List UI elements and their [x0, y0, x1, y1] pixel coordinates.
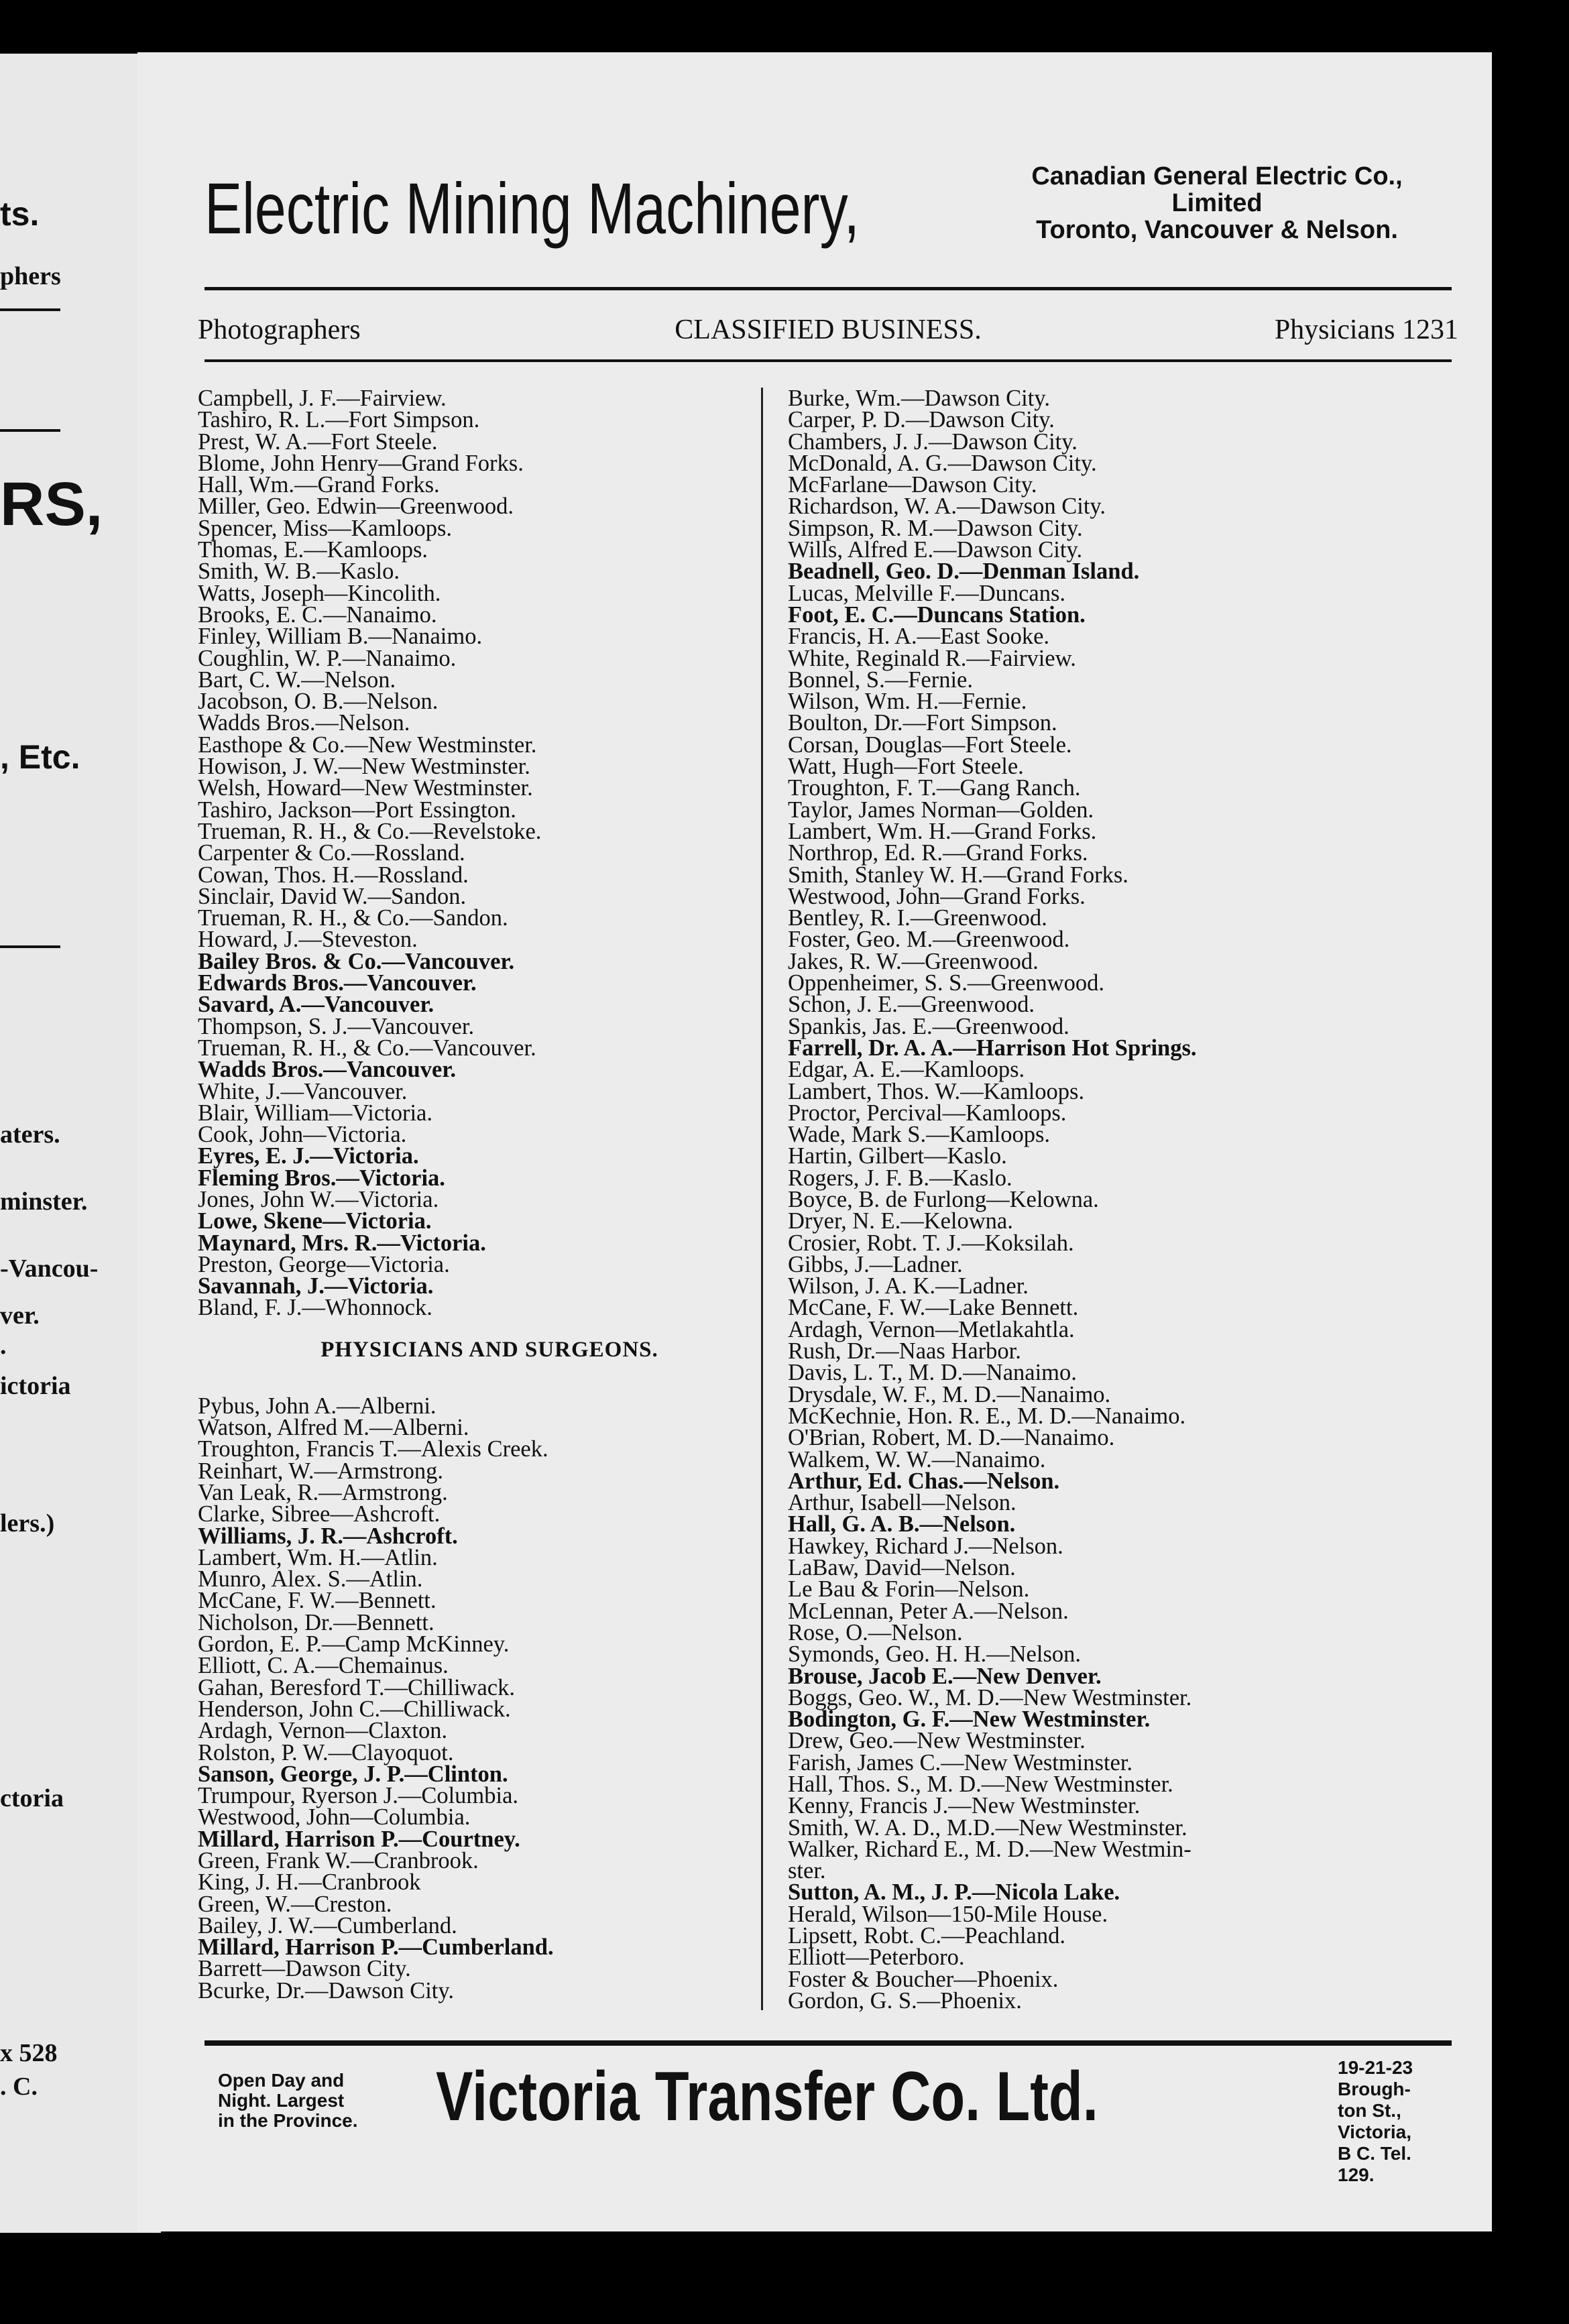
directory-entry: Jacobson, O. B.—Nelson.	[198, 689, 439, 715]
left-fragment: aters.	[0, 1120, 60, 1149]
directory-entry: Herald, Wilson—150-Mile House.	[788, 1901, 1108, 1927]
directory-entry: Elliott—Peterboro.	[788, 1944, 965, 1971]
directory-entry: Fleming Bros.—Victoria.	[198, 1165, 445, 1191]
bottom-advertisement	[205, 2040, 1452, 2185]
directory-entry: Van Leak, R.—Armstrong.	[198, 1479, 448, 1505]
directory-entry: Edgar, A. E.—Kamloops.	[788, 1057, 1025, 1083]
ad-tagline-line: in the Province.	[218, 2110, 358, 2131]
ad-company-line: Canadian General Electric Co.,	[1031, 162, 1403, 190]
directory-entry: Coughlin, W. P.—Nanaimo.	[198, 645, 457, 671]
directory-entry: Bart, C. W.—Nelson.	[198, 666, 396, 693]
directory-entry: McCane, F. W.—Lake Bennett.	[788, 1295, 1079, 1321]
directory-entry: Symonds, Geo. H. H.—Nelson.	[788, 1641, 1081, 1668]
directory-entry: Sutton, A. M., J. P.—Nicola Lake.	[788, 1879, 1120, 1906]
ad-headline: Electric Mining Machinery,	[205, 168, 860, 249]
directory-entry: Trueman, R. H., & Co.—Sandon.	[198, 905, 508, 931]
directory-entry: Beadnell, Geo. D.—Denman Island.	[788, 559, 1140, 585]
ad-address-line: ton St., Victoria,	[1338, 2100, 1411, 2142]
directory-entry: Davis, L. T., M. D.—Nanaimo.	[788, 1360, 1077, 1386]
directory-entry: Blome, John Henry—Grand Forks.	[198, 450, 524, 476]
ad-headline: Victoria Transfer Co. Ltd.	[436, 2058, 1098, 2136]
ad-address	[1338, 2057, 1452, 2186]
directory-entry: Miller, Geo. Edwin—Greenwood.	[198, 493, 514, 520]
directory-entry: Kenny, Francis J.—New Westminster.	[788, 1793, 1141, 1819]
left-fragment: ictoria	[0, 1372, 71, 1400]
directory-entry: Hawkey, Richard J.—Nelson.	[788, 1533, 1063, 1559]
directory-entry: Farish, James C.—New Westminster.	[788, 1749, 1133, 1776]
directory-entry: Easthope & Co.—New Westminster.	[198, 732, 537, 758]
left-rule	[0, 429, 60, 432]
left-fragment: RS,	[0, 470, 103, 538]
left-fragment: .	[0, 1332, 7, 1360]
directory-entry: Foot, E. C.—Duncans Station.	[788, 601, 1086, 628]
physicians-list-right	[788, 388, 1465, 2012]
directory-entry: Hall, Thos. S., M. D.—New Westminster.	[788, 1771, 1173, 1797]
column-divider	[761, 388, 763, 2010]
ad-company-line: Limited	[1171, 189, 1263, 217]
directory-entry: King, J. H.—Cranbrook	[198, 1869, 421, 1896]
directory-entry: Proctor, Percival—Kamloops.	[788, 1100, 1067, 1126]
directory-entry: Lowe, Skene—Victoria.	[198, 1208, 432, 1234]
directory-entry: Rose, O.—Nelson.	[788, 1619, 963, 1645]
running-head-left: Photographers	[198, 314, 361, 345]
left-fragment: -Vancou-	[0, 1255, 99, 1283]
directory-entry: Gordon, E. P.—Camp McKinney.	[198, 1631, 510, 1658]
ad-company-line: Toronto, Vancouver & Nelson.	[1036, 216, 1398, 244]
directory-entry: Hartin, Gilbert—Kaslo.	[788, 1143, 1007, 1169]
top-rule	[205, 287, 1452, 290]
directory-entry: Westwood, John—Columbia.	[198, 1804, 471, 1831]
directory-entry: White, J.—Vancouver.	[198, 1078, 408, 1104]
directory-entry: Lambert, Wm. H.—Grand Forks.	[788, 818, 1097, 844]
directory-entry: Westwood, John—Grand Forks.	[788, 883, 1086, 909]
directory-page	[137, 52, 1492, 2231]
directory-entry: Trumpour, Ryerson J.—Columbia.	[198, 1783, 519, 1809]
ad-tagline-line: Open Day and	[218, 2070, 345, 2091]
directory-entry: McFarlane—Dawson City.	[788, 472, 1037, 498]
directory-entry: Edwards Bros.—Vancouver.	[198, 970, 477, 996]
directory-entry: Savard, A.—Vancouver.	[198, 992, 434, 1018]
directory-entry: Corsan, Douglas—Fort Steele.	[788, 732, 1072, 758]
directory-entry: Williams, J. R.—Ashcroft.	[198, 1523, 458, 1549]
ad-company	[982, 163, 1452, 243]
directory-entry: Green, Frank W.—Cranbrook.	[198, 1848, 479, 1873]
directory-entry: Wadds Bros.—Nelson.	[198, 710, 410, 736]
left-fragment: x 528	[0, 2039, 58, 2067]
directory-entry: Maynard, Mrs. R.—Victoria.	[198, 1230, 486, 1256]
directory-entry: Drysdale, W. F., M. D.—Nanaimo.	[788, 1381, 1111, 1407]
directory-entry: Watt, Hugh—Fort Steele.	[788, 754, 1024, 780]
directory-entry: Foster & Boucher—Phoenix.	[788, 1966, 1059, 1992]
directory-entry: Foster, Geo. M.—Greenwood.	[788, 927, 1070, 953]
directory-entry: Sanson, George, J. P.—Clinton.	[198, 1761, 508, 1787]
directory-entry: Crosier, Robt. T. J.—Koksilah.	[788, 1230, 1074, 1256]
directory-entry: McCane, F. W.—Bennett.	[198, 1588, 437, 1614]
directory-entry: Bodington, G. F.—New Westminster.	[788, 1706, 1151, 1733]
directory-entry: Finley, William B.—Nanaimo.	[198, 624, 483, 650]
running-head-center: CLASSIFIED BUSINESS.	[675, 314, 982, 345]
directory-entry: McLennan, Peter A.—Nelson.	[788, 1598, 1069, 1624]
directory-entry: Bailey, J. W.—Cumberland.	[198, 1912, 457, 1938]
right-column	[788, 388, 1465, 2012]
directory-entry: Jakes, R. W.—Greenwood.	[788, 948, 1039, 974]
directory-entry: Le Bau & Forin—Nelson.	[788, 1576, 1030, 1603]
directory-entry: Boulton, Dr.—Fort Simpson.	[788, 710, 1057, 736]
directory-entry: Howard, J.—Steveston.	[198, 927, 418, 953]
left-rule	[0, 308, 60, 311]
directory-entry: White, Reginald R.—Fairview.	[788, 645, 1076, 671]
directory-entry: Smith, W. B.—Kaslo.	[198, 559, 400, 585]
directory-entry: Ardagh, Vernon—Metlakahtla.	[788, 1316, 1075, 1342]
directory-entry: Schon, J. E.—Greenwood.	[788, 992, 1035, 1018]
directory-entry: Arthur, Isabell—Nelson.	[788, 1490, 1016, 1516]
directory-entry: Ardagh, Vernon—Claxton.	[198, 1718, 448, 1744]
directory-entry: Clarke, Sibree—Ashcroft.	[198, 1501, 441, 1527]
running-head-right: Physicians 1231	[1274, 314, 1458, 345]
directory-entry: Elliott, C. A.—Chemainus.	[198, 1653, 449, 1679]
directory-entry: Gordon, G. S.—Phoenix.	[788, 1987, 1022, 2014]
directory-entry: Sinclair, David W.—Sandon.	[198, 883, 467, 909]
directory-entry: Blair, William—Victoria.	[198, 1100, 432, 1126]
head-rule	[205, 359, 1452, 362]
directory-entry: Thompson, S. J.—Vancouver.	[198, 1013, 475, 1039]
directory-entry: O'Brian, Robert, M. D.—Nanaimo.	[788, 1425, 1115, 1451]
directory-entry: Wadds Bros.—Vancouver.	[198, 1057, 457, 1083]
directory-entry: Troughton, F. T.—Gang Ranch.	[788, 775, 1081, 801]
ad-address-line: 19-21-23 Brough-	[1338, 2057, 1413, 2099]
directory-entry: Howison, J. W.—New Westminster.	[198, 754, 530, 780]
directory-entry: Northrop, Ed. R.—Grand Forks.	[788, 840, 1088, 866]
directory-entry: LaBaw, David—Nelson.	[788, 1555, 1016, 1581]
directory-entry: Rogers, J. F. B.—Kaslo.	[788, 1165, 1012, 1191]
directory-entry: Wills, Alfred E.—Dawson City.	[788, 537, 1083, 563]
left-fragment: , Etc.	[0, 738, 80, 776]
directory-entry: Lipsett, Robt. C.—Peachland.	[788, 1923, 1065, 1949]
directory-entry: Cowan, Thos. H.—Rossland.	[198, 862, 469, 888]
directory-entry: Lambert, Thos. W.—Kamloops.	[788, 1078, 1085, 1104]
directory-entry: Wade, Mark S.—Kamloops.	[788, 1122, 1051, 1148]
directory-entry: Spankis, Jas. E.—Greenwood.	[788, 1013, 1069, 1039]
directory-entry: Burke, Wm.—Dawson City.	[788, 386, 1050, 411]
directory-entry: Richardson, W. A.—Dawson City.	[788, 493, 1106, 520]
directory-entry: Preston, George—Victoria.	[198, 1251, 450, 1277]
directory-entry: Carpenter & Co.—Rossland.	[198, 840, 465, 866]
directory-entry: Bonnel, S.—Fernie.	[788, 666, 973, 693]
directory-entry: Dryer, N. E.—Kelowna.	[788, 1208, 1013, 1234]
directory-entry: ster.	[788, 1858, 826, 1884]
ad-address-line: B C. Tel. 129.	[1338, 2143, 1411, 2185]
left-fragment: . C.	[0, 2073, 38, 2101]
directory-entry: Watts, Joseph—Kincolith.	[198, 580, 441, 606]
top-advertisement	[205, 153, 1452, 294]
directory-entry: Pybus, John A.—Alberni.	[198, 1393, 437, 1419]
directory-entry: Millard, Harrison P.—Cumberland.	[198, 1934, 554, 1961]
directory-entry: Chambers, J. J.—Dawson City.	[788, 428, 1078, 455]
ad-tagline-line: Night. Largest	[218, 2090, 345, 2111]
directory-entry: Carper, P. D.—Dawson City.	[788, 407, 1055, 433]
directory-entry: Thomas, E.—Kamloops.	[198, 537, 428, 563]
directory-entry: Brouse, Jacob E.—New Denver.	[788, 1663, 1102, 1689]
directory-entry: Prest, W. A.—Fort Steele.	[198, 428, 438, 455]
directory-entry: Nicholson, Dr.—Bennett.	[198, 1609, 434, 1635]
directory-entry: Wilson, Wm. H.—Fernie.	[788, 689, 1027, 715]
directory-entry: Trueman, R. H., & Co.—Revelstoke.	[198, 818, 542, 844]
left-fragment: minster.	[0, 1187, 88, 1216]
left-fragment: lers.)	[0, 1509, 55, 1537]
directory-entry: Green, W.—Creston.	[198, 1891, 392, 1917]
directory-entry: Tashiro, R. L.—Fort Simpson.	[198, 407, 480, 433]
directory-entry: Reinhart, W.—Armstrong.	[198, 1458, 444, 1484]
left-fragment: ts.	[0, 195, 40, 233]
directory-entry: Boyce, B. de Furlong—Kelowna.	[788, 1186, 1099, 1212]
directory-entry: Walkem, W. W.—Nanaimo.	[788, 1446, 1046, 1472]
directory-entry: Savannah, J.—Victoria.	[198, 1273, 434, 1299]
directory-entry: Bailey Bros. & Co.—Vancouver.	[198, 948, 515, 974]
directory-entry: Millard, Harrison P.—Courtney.	[198, 1826, 520, 1852]
directory-entry: Walker, Richard E., M. D.—New Westmin-	[788, 1836, 1192, 1862]
directory-entry: Oppenheimer, S. S.—Greenwood.	[788, 970, 1104, 996]
directory-entry: Rolston, P. W.—Clayoquot.	[198, 1739, 454, 1765]
directory-entry: Hall, G. A. B.—Nelson.	[788, 1511, 1016, 1537]
physicians-list-left	[198, 1395, 781, 2001]
directory-entry: Watson, Alfred M.—Alberni.	[198, 1415, 469, 1441]
ad-tagline	[218, 2071, 419, 2131]
directory-entry: Simpson, R. M.—Dawson City.	[788, 515, 1083, 541]
directory-entry: Rush, Dr.—Naas Harbor.	[788, 1338, 1021, 1364]
directory-entry: Troughton, Francis T.—Alexis Creek.	[198, 1436, 548, 1462]
directory-entry: Bland, F. J.—Whonnock.	[198, 1295, 432, 1321]
left-rule	[0, 945, 60, 948]
directory-entry: McDonald, A. G.—Dawson City.	[788, 450, 1097, 476]
left-column	[198, 388, 781, 2001]
directory-entry: Hall, Wm.—Grand Forks.	[198, 472, 440, 498]
directory-entry: Spencer, Miss—Kamloops.	[198, 515, 453, 541]
directory-entry: McKechnie, Hon. R. E., M. D.—Nanaimo.	[788, 1403, 1186, 1429]
directory-entry: Gibbs, J.—Ladner.	[788, 1251, 963, 1277]
directory-entry: Trueman, R. H., & Co.—Vancouver.	[198, 1035, 536, 1061]
directory-entry: Lambert, Wm. H.—Atlin.	[198, 1544, 438, 1570]
directory-entry: Smith, W. A. D., M.D.—New Westminster.	[788, 1814, 1187, 1841]
directory-entry: Drew, Geo.—New Westminster.	[788, 1728, 1086, 1754]
directory-entry: Boggs, Geo. W., M. D.—New Westminster.	[788, 1684, 1192, 1710]
directory-entry: Wilson, J. A. K.—Ladner.	[788, 1273, 1029, 1299]
directory-entry: Farrell, Dr. A. A.—Harrison Hot Springs.	[788, 1035, 1197, 1061]
directory-entry: Eyres, E. J.—Victoria.	[198, 1143, 419, 1169]
directory-entry: Smith, Stanley W. H.—Grand Forks.	[788, 862, 1128, 888]
directory-entry: Bentley, R. I.—Greenwood.	[788, 905, 1047, 931]
photographers-list	[198, 388, 781, 1319]
directory-entry: Jones, John W.—Victoria.	[198, 1186, 439, 1212]
left-fragment: ctoria	[0, 1784, 64, 1812]
directory-entry: Gahan, Beresford T.—Chilliwack.	[198, 1674, 515, 1700]
directory-entry: Barrett—Dawson City.	[198, 1956, 411, 1982]
left-fragment: ver.	[0, 1301, 40, 1330]
directory-entry: Welsh, Howard—New Westminster.	[198, 775, 533, 801]
directory-entry: Brooks, E. C.—Nanaimo.	[198, 601, 437, 628]
bottom-rule	[205, 2040, 1452, 2046]
directory-entry: Taylor, James Norman—Golden.	[788, 797, 1094, 823]
left-fragment: phers	[0, 262, 61, 290]
directory-entry: Tashiro, Jackson—Port Essington.	[198, 797, 516, 823]
directory-entry: Cook, John—Victoria.	[198, 1122, 407, 1148]
directory-entry: Munro, Alex. S.—Atlin.	[198, 1566, 423, 1592]
directory-entry: Francis, H. A.—East Sooke.	[788, 624, 1050, 650]
directory-entry: Lucas, Melville F.—Duncans.	[788, 580, 1066, 606]
directory-entry: Campbell, J. F.—Fairview.	[198, 386, 447, 411]
section-heading: PHYSICIANS AND SURGEONS.	[321, 1337, 658, 1362]
directory-entry: Henderson, John C.—Chilliwack.	[198, 1696, 511, 1722]
directory-entry: Arthur, Ed. Chas.—Nelson.	[788, 1468, 1060, 1494]
directory-entry: Bcurke, Dr.—Dawson City.	[198, 1977, 455, 2003]
running-head	[198, 314, 1458, 354]
